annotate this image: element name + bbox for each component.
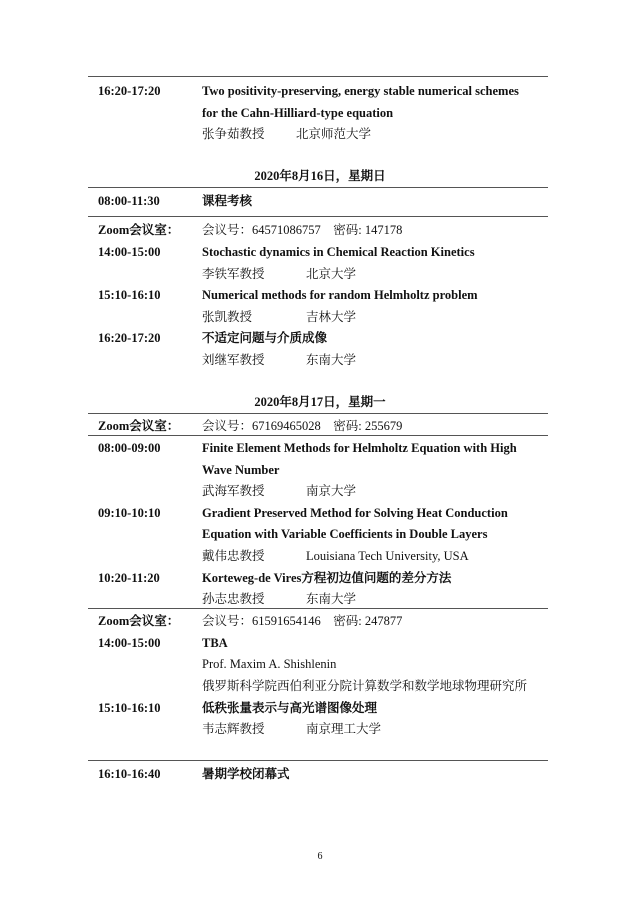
day-header-aug17: 2020年8月17日，星期一 bbox=[254, 395, 386, 409]
time-slot: 09:10-10:10 bbox=[98, 506, 161, 520]
zoom-label: Zoom会议室： bbox=[98, 419, 180, 433]
speaker-name: 韦志辉教授 bbox=[202, 722, 265, 736]
speaker-affiliation: 北京师范大学 bbox=[296, 127, 372, 141]
speaker-affiliation: 吉林大学 bbox=[306, 310, 357, 324]
time-slot: 10:20-11:20 bbox=[98, 571, 160, 585]
speaker-line bbox=[202, 548, 469, 564]
speaker-affiliation: Louisiana Tech University, USA bbox=[306, 549, 469, 563]
speaker-line bbox=[202, 309, 357, 325]
zoom-info: 会议号：64571086757 密码: 147178 bbox=[202, 223, 403, 237]
time-slot: 14:00-15:00 bbox=[98, 636, 161, 650]
time-slot: 08:00-09:00 bbox=[98, 441, 161, 455]
speaker-name: 武海军教授 bbox=[202, 484, 265, 498]
section-rule bbox=[88, 760, 548, 761]
time-slot: 16:10-16:40 bbox=[98, 767, 161, 781]
speaker-name: 李铁军教授 bbox=[202, 267, 265, 281]
time-slot: 15:10-16:10 bbox=[98, 701, 161, 715]
talk-title: Wave Number bbox=[202, 463, 280, 477]
time-slot: 14:00-15:00 bbox=[98, 245, 161, 259]
talk-title: Gradient Preserved Method for Solving Heat Conduction bbox=[202, 506, 508, 520]
talk-title: Two positivity-preserving, energy stable numerical schemes bbox=[202, 84, 519, 98]
talk-title: 不适定问题与介质成像 bbox=[202, 331, 328, 345]
speaker-affiliation: 东南大学 bbox=[306, 353, 357, 367]
speaker-affiliation: 俄罗斯科学院西伯利亚分院计算数学和数学地球物理研究所 bbox=[202, 679, 528, 693]
zoom-info: 会议号：61591654146 密码: 247877 bbox=[202, 614, 403, 628]
speaker-name: 刘继军教授 bbox=[202, 353, 265, 367]
day-header-aug16: 2020年8月16日，星期日 bbox=[254, 169, 386, 183]
speaker-name: 孙志忠教授 bbox=[202, 592, 265, 606]
section-rule bbox=[88, 608, 548, 609]
zoom-label: Zoom会议室： bbox=[98, 223, 180, 237]
speaker-line bbox=[202, 721, 382, 737]
top-rule bbox=[88, 76, 548, 77]
talk-title: Korteweg-de Vires方程初边值问题的差分方法 bbox=[202, 571, 452, 585]
speaker-affiliation: 北京大学 bbox=[306, 267, 357, 281]
talk-title: Equation with Variable Coefficients in Double Layers bbox=[202, 527, 488, 541]
day-rule bbox=[88, 413, 548, 414]
speaker-line bbox=[202, 483, 357, 499]
talk-title: Numerical methods for random Helmholtz problem bbox=[202, 288, 478, 302]
session-title: 暑期学校闭幕式 bbox=[202, 767, 290, 781]
section-rule bbox=[88, 216, 548, 217]
speaker-affiliation: 东南大学 bbox=[306, 592, 357, 606]
zoom-label: Zoom会议室： bbox=[98, 614, 180, 628]
speaker-affiliation: 南京理工大学 bbox=[306, 722, 382, 736]
speaker-name: 张凯教授 bbox=[202, 310, 253, 324]
day-rule bbox=[88, 187, 548, 188]
time-slot: 16:20-17:20 bbox=[98, 84, 161, 98]
speaker-line bbox=[202, 591, 357, 607]
section-rule bbox=[88, 435, 548, 436]
time-slot: 16:20-17:20 bbox=[98, 331, 161, 345]
speaker-name: 戴伟忠教授 bbox=[202, 549, 265, 563]
talk-title: TBA bbox=[202, 636, 228, 650]
speaker-name: Prof. Maxim A. Shishlenin bbox=[202, 657, 337, 671]
speaker-line bbox=[202, 126, 372, 142]
session-title: 课程考核 bbox=[202, 194, 253, 208]
talk-title: Stochastic dynamics in Chemical Reaction Kinetics bbox=[202, 245, 475, 259]
zoom-info: 会议号：67169465028 密码: 255679 bbox=[202, 419, 403, 433]
speaker-line bbox=[202, 266, 357, 282]
speaker-name: 张争茹教授 bbox=[202, 127, 265, 141]
talk-title: Finite Element Methods for Helmholtz Equation with High bbox=[202, 441, 517, 455]
talk-title: 低秩张量表示与高光谱图像处理 bbox=[202, 701, 378, 715]
talk-title: for the Cahn-Hilliard-type equation bbox=[202, 106, 394, 120]
speaker-line bbox=[202, 352, 357, 368]
page-number: 6 bbox=[317, 851, 323, 862]
time-slot: 08:00-11:30 bbox=[98, 194, 160, 208]
speaker-affiliation: 南京大学 bbox=[306, 484, 357, 498]
time-slot: 15:10-16:10 bbox=[98, 288, 161, 302]
